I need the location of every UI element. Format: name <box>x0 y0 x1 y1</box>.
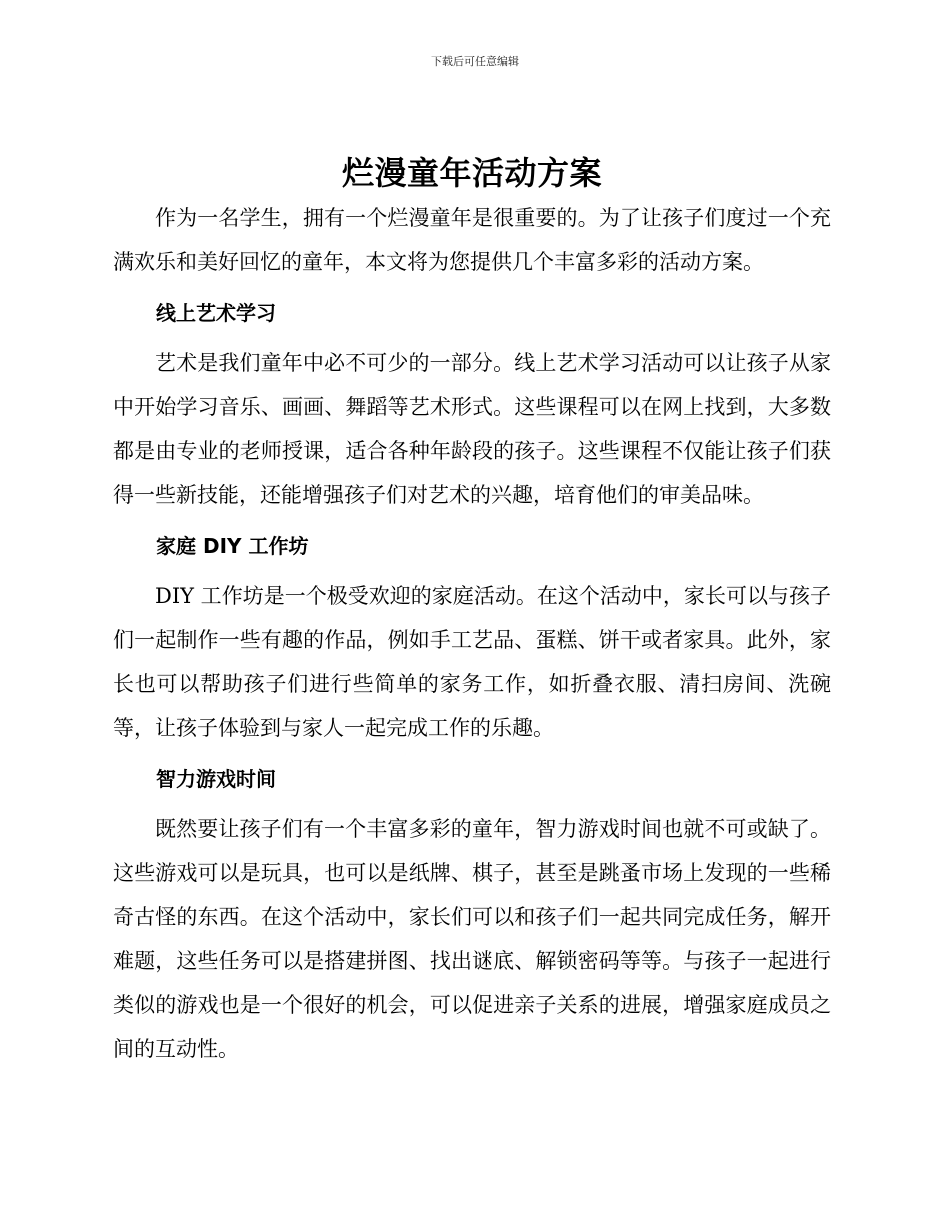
section-paragraph: 既然要让孩子们有一个丰富多彩的童年，智力游戏时间也就不可或缺了。这些游戏可以是玩具，也可以是纸牌、棋子，甚至是跳蚤市场上发现的一些稀奇古怪的东西。在这个活动中，家长们可以和孩子们一起共同完成任务，解开难题，这些任务可以是搭建拼图、找出谜底、解锁密码等等。与孩子一起进行类似的游戏也是一个很好的机会，可以促进亲子关系的进展，增强家庭成员之间的互动性。 <box>113 817 831 1061</box>
header-note: 下载后可任意编辑 <box>431 55 519 68</box>
section-heading: 智力游戏时间 <box>156 767 276 791</box>
section-heading: 家庭 DIY 工作坊 <box>156 534 309 558</box>
section-paragraph: DIY 工作坊是一个极受欢迎的家庭活动。在这个活动中，家长可以与孩子们一起制作一些有趣的作品，例如手工艺品、蛋糕、饼干或者家具。此外，家长也可以帮助孩子们进行些简单的家务工作，如折叠衣服、清扫房间、洗碗等，让孩子体验到与家人一起完成工作的乐趣。 <box>113 584 831 740</box>
document-title: 烂漫童年活动方案 <box>341 154 602 192</box>
section-puzzle-games <box>113 757 831 1071</box>
section-paragraph: 艺术是我们童年中必不可少的一部分。线上艺术学习活动可以让孩子从家中开始学习音乐、画画、舞蹈等艺术形式。这些课程可以在网上找到，大多数都是由专业的老师授课，适合各种年龄段的孩子。这些课程不仅能让孩子们获得一些新技能，还能增强孩子们对艺术的兴趣，培育他们的审美品味。 <box>113 351 831 507</box>
section-heading: 线上艺术学习 <box>156 301 276 325</box>
section-online-art <box>113 291 831 517</box>
intro-paragraph: 作为一名学生，拥有一个烂漫童年是很重要的。为了让孩子们度过一个充满欢乐和美好回忆的童年，本文将为您提供几个丰富多彩的活动方案。 <box>113 206 831 274</box>
document-content <box>113 150 831 1071</box>
section-family-diy <box>113 524 831 750</box>
